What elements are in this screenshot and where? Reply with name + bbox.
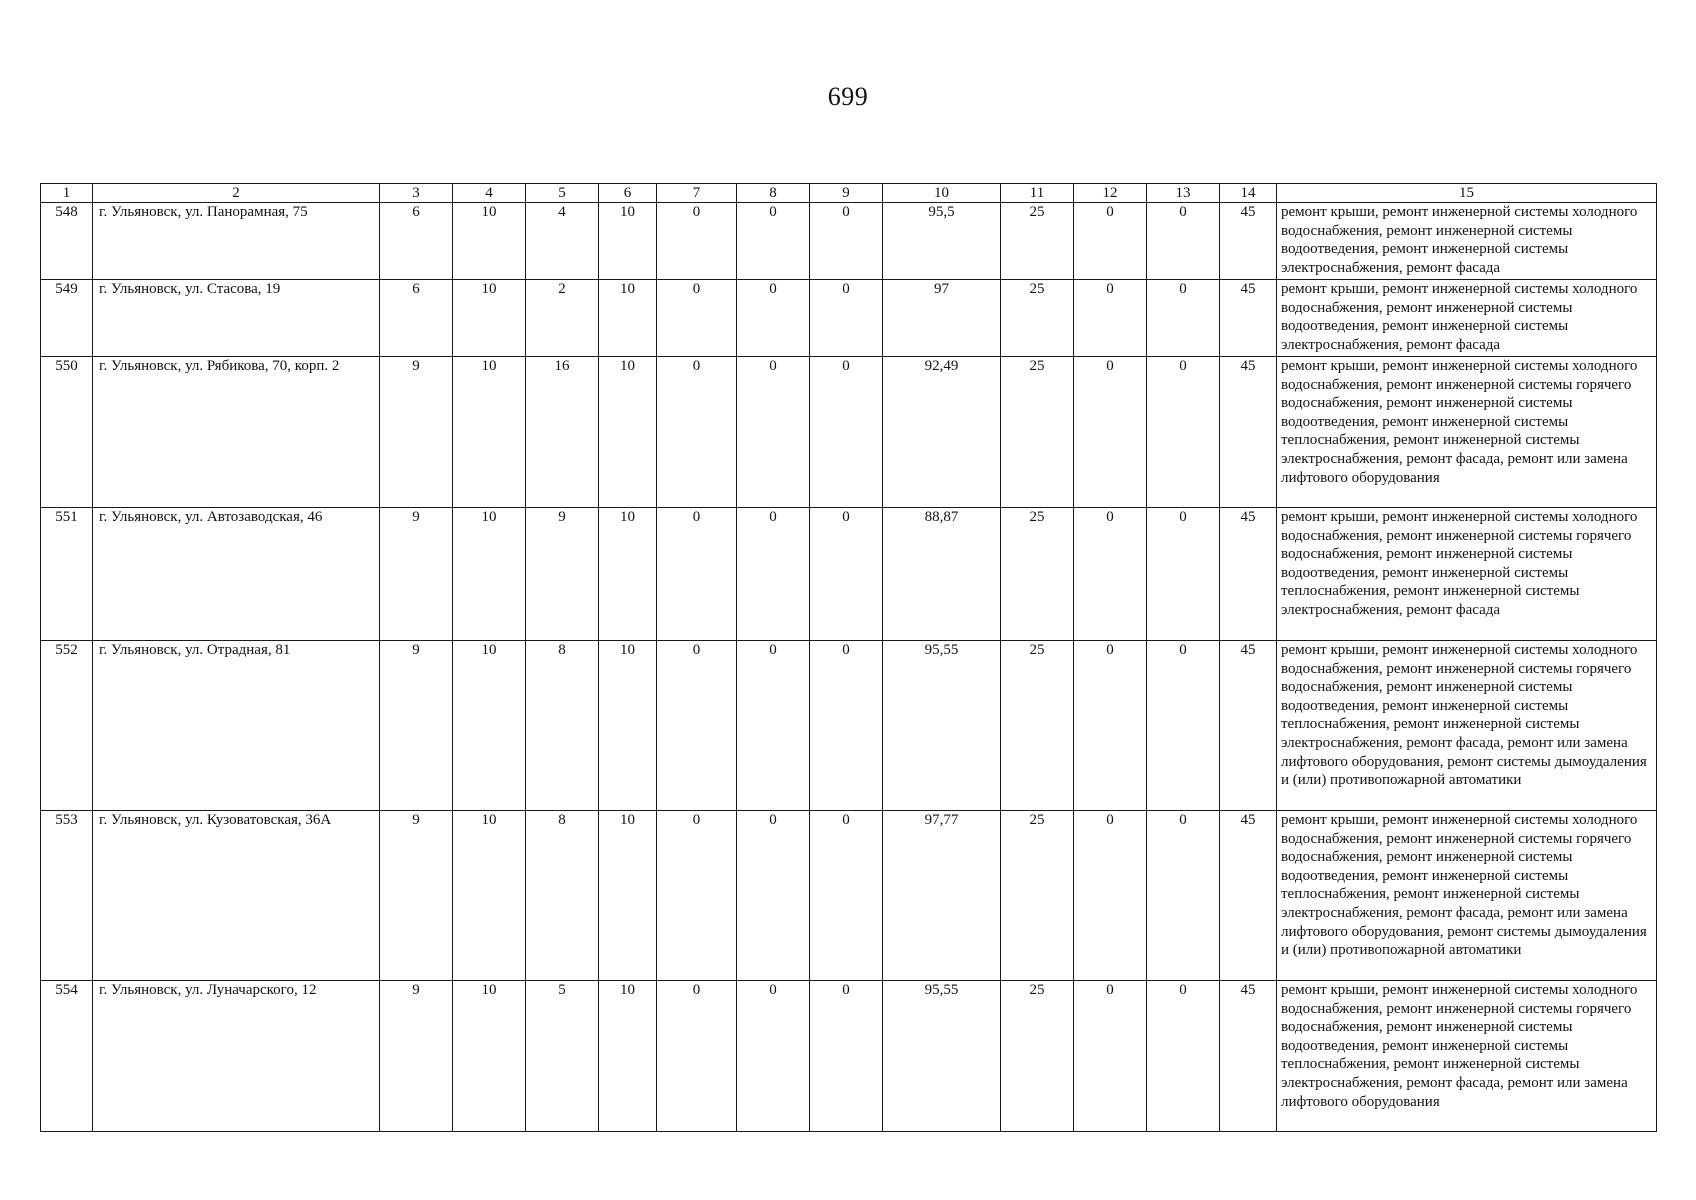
column-header: 10 <box>883 184 1001 203</box>
value-cell: 0 <box>1074 203 1147 280</box>
value-cell: 25 <box>1001 203 1074 280</box>
value-cell: 0 <box>1074 280 1147 357</box>
value-cell: 95,55 <box>883 981 1001 1132</box>
value-cell: 0 <box>657 811 737 981</box>
page-number: 699 <box>827 82 869 111</box>
value-cell: 10 <box>453 641 526 811</box>
value-cell: 5 <box>526 981 599 1132</box>
value-cell: 0 <box>1074 811 1147 981</box>
repair-works-cell: ремонт крыши, ремонт инженерной системы холодного водоснабжения, ремонт инженерной системы водоотведения, ремонт инженерной системы электроснабжения, ремонт фасада <box>1277 203 1657 280</box>
value-cell: 10 <box>453 280 526 357</box>
value-cell: 16 <box>526 357 599 508</box>
value-cell: 25 <box>1001 508 1074 641</box>
repair-works-cell: ремонт крыши, ремонт инженерной системы холодного водоснабжения, ремонт инженерной системы водоотведения, ремонт инженерной системы электроснабжения, ремонт фасада <box>1277 280 1657 357</box>
value-cell: 25 <box>1001 280 1074 357</box>
row-number-cell: 552 <box>41 641 93 811</box>
table-row <box>41 811 1657 981</box>
column-header: 6 <box>599 184 657 203</box>
value-cell: 0 <box>657 508 737 641</box>
value-cell: 97,77 <box>883 811 1001 981</box>
column-header: 11 <box>1001 184 1074 203</box>
value-cell: 0 <box>810 203 883 280</box>
value-cell: 97 <box>883 280 1001 357</box>
value-cell: 0 <box>1147 981 1220 1132</box>
row-number-cell: 554 <box>41 981 93 1132</box>
table-header <box>41 184 1657 203</box>
value-cell: 45 <box>1220 641 1277 811</box>
value-cell: 10 <box>599 811 657 981</box>
value-cell: 0 <box>1147 508 1220 641</box>
value-cell: 9 <box>380 811 453 981</box>
value-cell: 0 <box>1147 280 1220 357</box>
value-cell: 25 <box>1001 981 1074 1132</box>
value-cell: 0 <box>737 203 810 280</box>
table-row <box>41 357 1657 508</box>
value-cell: 25 <box>1001 641 1074 811</box>
value-cell: 0 <box>737 508 810 641</box>
address-cell: г. Ульяновск, ул. Отрадная, 81 <box>93 641 380 811</box>
header-row <box>41 184 1657 203</box>
table-row <box>41 508 1657 641</box>
repair-works-cell: ремонт крыши, ремонт инженерной системы холодного водоснабжения, ремонт инженерной системы горячего водоснабжения, ремонт инженерной системы водоотведения, ремонт инженерной системы теплоснабжения, ремонт инженерной системы электроснабжения, ремонт фасада, ремонт или замена лифтового оборудования, ремонт системы дымоудаления и (или) противопожарной автоматики <box>1277 811 1657 981</box>
value-cell: 0 <box>657 981 737 1132</box>
row-number-cell: 548 <box>41 203 93 280</box>
value-cell: 0 <box>657 203 737 280</box>
table-row <box>41 203 1657 280</box>
repair-works-cell: ремонт крыши, ремонт инженерной системы холодного водоснабжения, ремонт инженерной системы горячего водоснабжения, ремонт инженерной системы водоотведения, ремонт инженерной системы теплоснабжения, ремонт инженерной системы электроснабжения, ремонт фасада, ремонт или замена лифтового оборудования, ремонт системы дымоудаления и (или) противопожарной автоматики <box>1277 641 1657 811</box>
value-cell: 0 <box>737 280 810 357</box>
address-cell: г. Ульяновск, ул. Рябикова, 70, корп. 2 <box>93 357 380 508</box>
value-cell: 88,87 <box>883 508 1001 641</box>
value-cell: 6 <box>380 203 453 280</box>
address-cell: г. Ульяновск, ул. Панорамная, 75 <box>93 203 380 280</box>
value-cell: 10 <box>453 203 526 280</box>
value-cell: 45 <box>1220 203 1277 280</box>
value-cell: 6 <box>380 280 453 357</box>
value-cell: 0 <box>657 280 737 357</box>
value-cell: 4 <box>526 203 599 280</box>
column-header: 12 <box>1074 184 1147 203</box>
column-header: 7 <box>657 184 737 203</box>
value-cell: 10 <box>599 508 657 641</box>
value-cell: 9 <box>380 641 453 811</box>
value-cell: 0 <box>1074 641 1147 811</box>
column-header: 1 <box>41 184 93 203</box>
value-cell: 10 <box>453 508 526 641</box>
value-cell: 0 <box>1147 203 1220 280</box>
column-header: 14 <box>1220 184 1277 203</box>
value-cell: 0 <box>810 280 883 357</box>
value-cell: 9 <box>380 508 453 641</box>
value-cell: 8 <box>526 641 599 811</box>
value-cell: 10 <box>599 203 657 280</box>
column-header: 13 <box>1147 184 1220 203</box>
row-number-cell: 553 <box>41 811 93 981</box>
value-cell: 0 <box>1074 508 1147 641</box>
value-cell: 9 <box>380 357 453 508</box>
table-body <box>41 203 1657 1132</box>
value-cell: 9 <box>380 981 453 1132</box>
value-cell: 0 <box>737 357 810 508</box>
value-cell: 10 <box>599 280 657 357</box>
value-cell: 10 <box>453 357 526 508</box>
value-cell: 10 <box>599 981 657 1132</box>
value-cell: 0 <box>737 981 810 1132</box>
building-repair-table <box>40 183 1657 1132</box>
value-cell: 0 <box>810 357 883 508</box>
value-cell: 25 <box>1001 357 1074 508</box>
repair-works-cell: ремонт крыши, ремонт инженерной системы холодного водоснабжения, ремонт инженерной системы горячего водоснабжения, ремонт инженерной системы водоотведения, ремонт инженерной системы теплоснабжения, ремонт инженерной системы электроснабжения, ремонт фасада, ремонт или замена лифтового оборудования <box>1277 357 1657 508</box>
value-cell: 92,49 <box>883 357 1001 508</box>
value-cell: 0 <box>737 641 810 811</box>
value-cell: 0 <box>657 357 737 508</box>
value-cell: 95,5 <box>883 203 1001 280</box>
address-cell: г. Ульяновск, ул. Стасова, 19 <box>93 280 380 357</box>
value-cell: 10 <box>453 981 526 1132</box>
column-header: 4 <box>453 184 526 203</box>
value-cell: 10 <box>453 811 526 981</box>
row-number-cell: 551 <box>41 508 93 641</box>
table-row <box>41 641 1657 811</box>
value-cell: 0 <box>737 811 810 981</box>
value-cell: 0 <box>657 641 737 811</box>
value-cell: 10 <box>599 357 657 508</box>
value-cell: 95,55 <box>883 641 1001 811</box>
value-cell: 0 <box>810 641 883 811</box>
value-cell: 0 <box>1074 981 1147 1132</box>
column-header: 3 <box>380 184 453 203</box>
value-cell: 0 <box>1147 811 1220 981</box>
repair-works-cell: ремонт крыши, ремонт инженерной системы холодного водоснабжения, ремонт инженерной системы горячего водоснабжения, ремонт инженерной системы водоотведения, ремонт инженерной системы теплоснабжения, ремонт инженерной системы электроснабжения, ремонт фасада <box>1277 508 1657 641</box>
column-header: 9 <box>810 184 883 203</box>
value-cell: 8 <box>526 811 599 981</box>
table-row <box>41 981 1657 1132</box>
value-cell: 25 <box>1001 811 1074 981</box>
column-header: 2 <box>93 184 380 203</box>
table-row <box>41 280 1657 357</box>
value-cell: 0 <box>1147 641 1220 811</box>
value-cell: 45 <box>1220 280 1277 357</box>
address-cell: г. Ульяновск, ул. Луначарского, 12 <box>93 981 380 1132</box>
value-cell: 45 <box>1220 981 1277 1132</box>
value-cell: 0 <box>1147 357 1220 508</box>
column-header: 5 <box>526 184 599 203</box>
column-header: 8 <box>737 184 810 203</box>
value-cell: 10 <box>599 641 657 811</box>
value-cell: 45 <box>1220 357 1277 508</box>
value-cell: 9 <box>526 508 599 641</box>
value-cell: 0 <box>810 811 883 981</box>
value-cell: 0 <box>810 508 883 641</box>
row-number-cell: 549 <box>41 280 93 357</box>
address-cell: г. Ульяновск, ул. Автозаводская, 46 <box>93 508 380 641</box>
column-header: 15 <box>1277 184 1657 203</box>
address-cell: г. Ульяновск, ул. Кузоватовская, 36А <box>93 811 380 981</box>
value-cell: 2 <box>526 280 599 357</box>
value-cell: 45 <box>1220 811 1277 981</box>
value-cell: 0 <box>1074 357 1147 508</box>
row-number-cell: 550 <box>41 357 93 508</box>
repair-works-cell: ремонт крыши, ремонт инженерной системы холодного водоснабжения, ремонт инженерной системы горячего водоснабжения, ремонт инженерной системы водоотведения, ремонт инженерной системы теплоснабжения, ремонт инженерной системы электроснабжения, ремонт фасада, ремонт или замена лифтового оборудования <box>1277 981 1657 1132</box>
value-cell: 45 <box>1220 508 1277 641</box>
value-cell: 0 <box>810 981 883 1132</box>
